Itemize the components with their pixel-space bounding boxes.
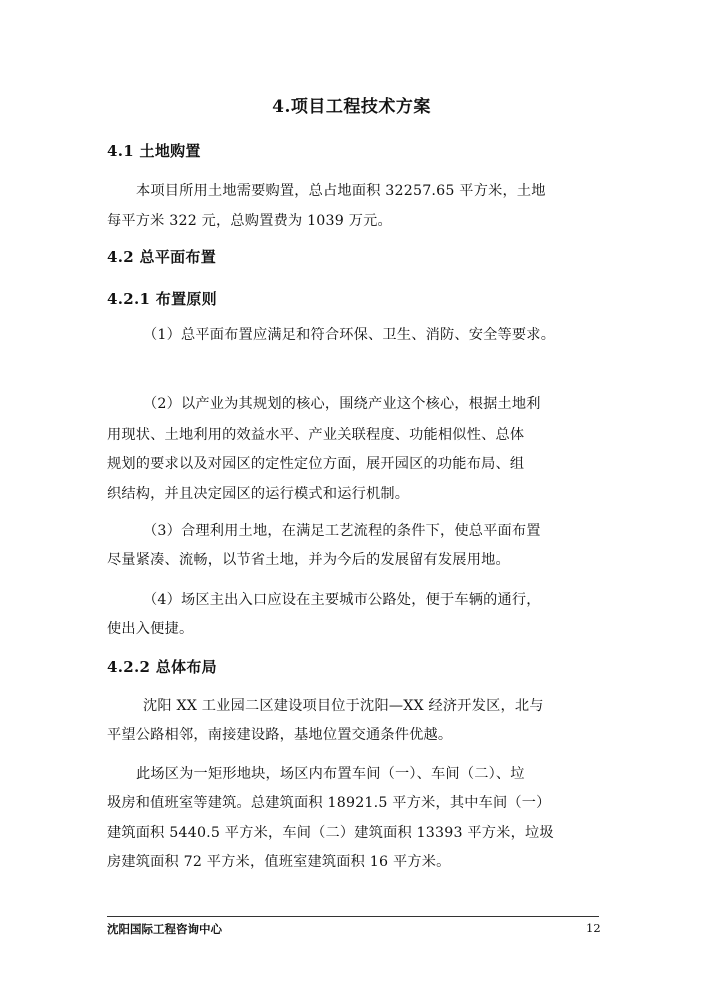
section-heading-4-2-1: 4.2.1 布置原则 xyxy=(107,290,217,308)
paragraph-line: 房建筑面积 72 平方米，值班室建筑面积 16 平方米。 xyxy=(107,854,451,870)
paragraph-line: 建筑面积 5440.5 平方米，车间（二）建筑面积 13393 平方米，垃圾 xyxy=(107,825,554,841)
footer-divider xyxy=(107,916,599,917)
list-item-4-line: （4）场区主出入口应设在主要城市公路处，便于车辆的通行， xyxy=(143,592,541,608)
paragraph-line: 圾房和值班室等建筑。总建筑面积 18921.5 平方米，其中车间（一） xyxy=(107,795,551,811)
list-item-3-line: 尽量紧凑、流畅，以节省土地，并为今后的发展留有发展用地。 xyxy=(107,552,510,568)
footer-organization: 沈阳国际工程咨询中心 xyxy=(107,922,222,936)
list-item-2-line: 织结构，并且决定园区的运行模式和运行机制。 xyxy=(107,486,410,502)
paragraph-line: 平望公路相邻，南接建设路，基地位置交通条件优越。 xyxy=(107,727,453,743)
section-heading-4-2-2: 4.2.2 总体布局 xyxy=(107,658,217,676)
list-item-2-line: （2）以产业为其规划的核心，围绕产业这个核心，根据土地利 xyxy=(143,396,541,412)
list-item-4-line: 使出入便捷。 xyxy=(107,621,194,637)
paragraph-line: 每平方米 322 元，总购置费为 1039 万元。 xyxy=(107,213,392,229)
section-heading-4-1: 4.1 土地购置 xyxy=(107,142,201,160)
list-item-2-line: 用现状、土地利用的效益水平、产业关联程度、功能相似性、总体 xyxy=(107,427,525,443)
page-title: 4.项目工程技术方案 xyxy=(272,97,431,117)
paragraph-line: 沈阳 XX 工业园二区建设项目位于沈阳—XX 经济开发区，北与 xyxy=(143,698,544,714)
list-item-1: （1）总平面布置应满足和符合环保、卫生、消防、安全等要求。 xyxy=(143,327,556,343)
section-heading-4-2: 4.2 总平面布置 xyxy=(107,248,217,266)
list-item-2-line: 规划的要求以及对园区的定性定位方面，展开园区的功能布局、组 xyxy=(107,456,525,472)
list-item-3-line: （3）合理利用土地，在满足工艺流程的条件下，使总平面布置 xyxy=(143,523,541,539)
page-number: 12 xyxy=(586,921,601,935)
paragraph-line: 本项目所用土地需要购置，总占地面积 32257.65 平方米，土地 xyxy=(136,183,546,199)
paragraph-line: 此场区为一矩形地块，场区内布置车间（一）、车间（二）、垃 xyxy=(136,766,525,782)
